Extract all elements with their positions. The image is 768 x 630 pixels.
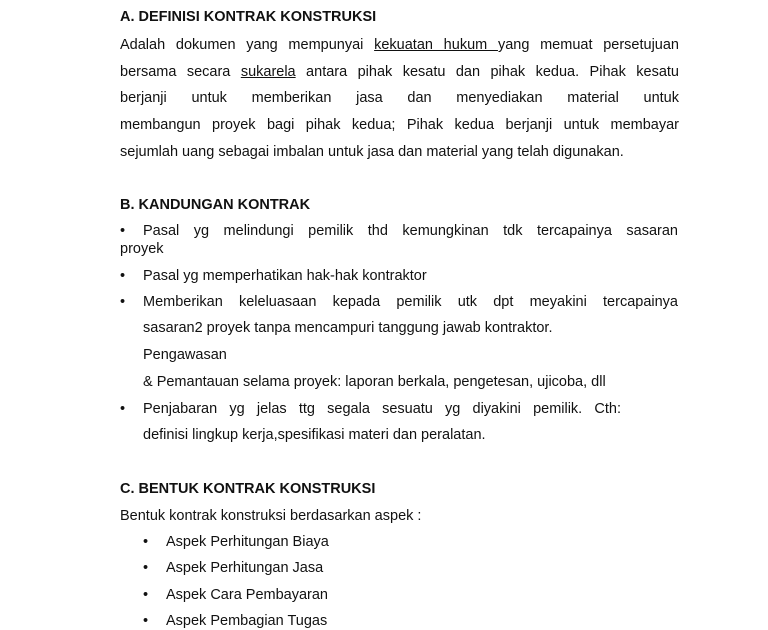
aspect-item-2: Aspek Perhitungan Jasa [166,560,324,576]
section-a-paragraph-line-4: membangun proyek bagi pihak kedua; Pihak kedua berjanji untuk membayar [120,117,679,133]
section-a-heading: A. DEFINISI KONTRAK KONSTRUKSI [120,9,377,25]
text-span: Adalah dokumen yang mempunyai [120,37,375,53]
list-item-3-line-1: Memberikan keleluasaan kepada pemilik utk dpt meyakini tercapainya [143,294,678,310]
section-a-paragraph-line-5: sejumlah uang sebagai imbalan untuk jasa dan material yang telah digunakan. [120,144,624,160]
underlined-term-kekuatan-hukum: kekuatan hukum [374,37,498,53]
text-span: yang memuat persetujuan [497,37,679,53]
bullet: • [120,223,126,239]
list-item-4-line-1: Penjabaran yg jelas ttg segala sesuatu yg diyakini pemilik. Cth: [143,401,621,417]
section-b-heading: B. KANDUNGAN KONTRAK [120,197,311,213]
section-c-heading: C. BENTUK KONTRAK KONSTRUKSI [120,481,376,497]
list-item-4-line-2: definisi lingkup kerja,spesifikasi materi dan peralatan. [143,427,486,443]
underlined-term-sukarela: sukarela [240,64,296,80]
bullet: • [120,268,126,284]
list-item-3-line-3: Pengawasan [143,347,227,363]
bullet: • [143,560,149,576]
list-item-1-line-1: Pasal yg melindungi pemilik thd kemungkinan tdk tercapainya sasaran [143,223,678,239]
section-a-paragraph-line-1 [120,36,679,54]
section-a-paragraph-line-3: berjanji untuk memberikan jasa dan menyediakan material untuk [120,90,679,106]
aspect-item-3: Aspek Cara Pembayaran [166,587,328,603]
section-a-paragraph-line-2 [120,63,679,81]
list-item-3-line-4: & Pemantauan selama proyek: laporan berkala, pengetesan, ujicoba, dll [143,374,606,390]
bullet: • [120,401,126,417]
bullet: • [143,534,149,550]
section-c-intro: Bentuk kontrak konstruksi berdasarkan aspek : [120,508,422,524]
list-item-2: Pasal yg memperhatikan hak-hak kontraktor [143,268,427,284]
aspect-item-4: Aspek Pembagian Tugas [166,613,328,629]
text-span: bersama secara [120,64,241,80]
text-span: antara pihak kesatu dan pihak kedua. Pihak kesatu [295,64,679,80]
bullet: • [120,294,126,310]
list-item-1-line-2: proyek [120,241,164,257]
bullet: • [143,587,149,603]
list-item-3-line-2: sasaran2 proyek tanpa mencampuri tanggung jawab kontraktor. [143,320,553,336]
bullet: • [143,613,149,629]
aspect-item-1: Aspek Perhitungan Biaya [166,534,329,550]
